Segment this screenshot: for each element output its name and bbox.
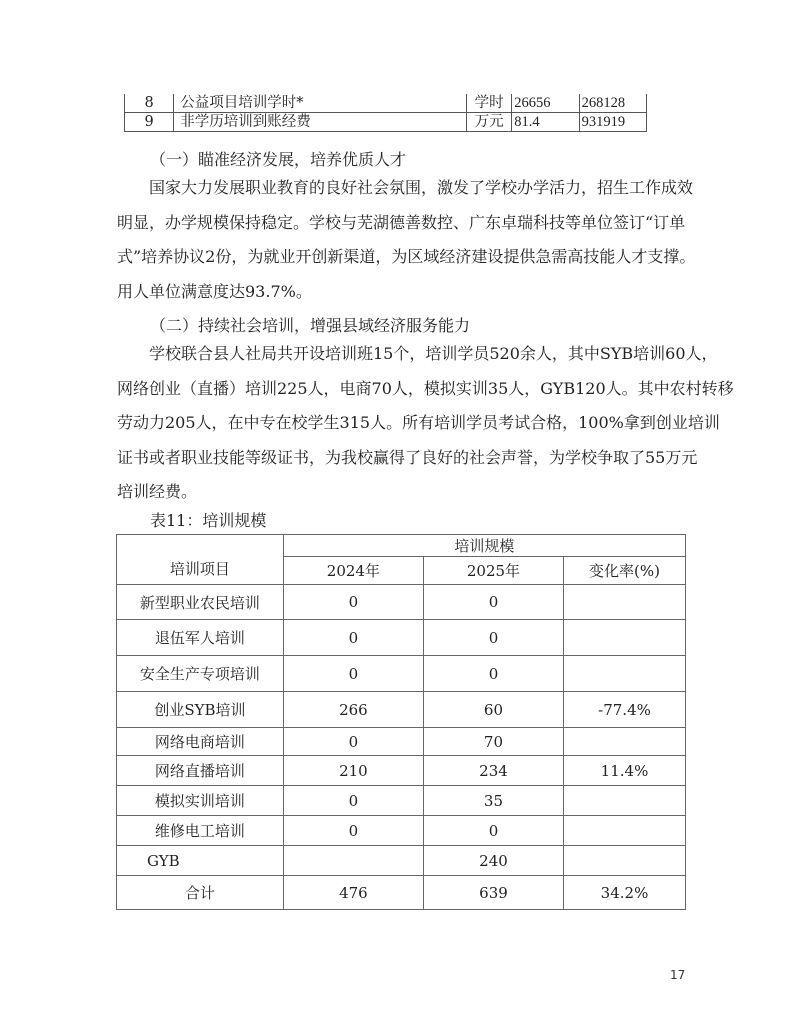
- table-row: [125, 94, 647, 113]
- row-item: 维修电工培训: [117, 816, 284, 846]
- change-rate: [564, 786, 686, 816]
- change-rate: [564, 846, 686, 876]
- value-2024: 210: [283, 756, 423, 786]
- row-unit: 万元: [466, 113, 511, 132]
- value-2025: 639: [423, 876, 563, 910]
- table-row: [117, 728, 686, 756]
- change-rate: 34.2%: [564, 876, 686, 910]
- training-scale-table: [116, 534, 686, 910]
- row-item: 创业SYB培训: [117, 692, 284, 728]
- value-2025: 0: [423, 620, 563, 656]
- header-group: 培训规模: [283, 535, 685, 557]
- row-value-1: 26656: [512, 94, 579, 113]
- row-item: 网络电商培训: [117, 728, 284, 756]
- value-2024: 0: [283, 816, 423, 846]
- row-item: 公益项目培训学时*: [174, 94, 467, 113]
- table-row: [117, 620, 686, 656]
- paragraph-line: 劳动力205人，在中专在校学生315人。所有培训学员考试合格，100%拿到创业培训: [117, 413, 720, 432]
- header-rate: 变化率(%): [564, 557, 686, 585]
- value-2025: 234: [423, 756, 563, 786]
- value-2024: 0: [283, 620, 423, 656]
- row-item: 网络直播培训: [117, 756, 284, 786]
- header-2024: 2024年: [283, 557, 423, 585]
- row-number: 8: [125, 94, 174, 113]
- row-value-1: 81.4: [512, 113, 579, 132]
- row-item: 合计: [117, 876, 284, 910]
- value-2025: 60: [423, 692, 563, 728]
- paragraph-line: 用人单位满意度达93.7%。: [117, 281, 312, 301]
- value-2024: [283, 846, 423, 876]
- row-item: 非学历培训到账经费: [174, 113, 467, 132]
- header-row: [117, 535, 686, 557]
- row-number: 9: [125, 113, 174, 132]
- paragraph-line: 国家大力发展职业教育的良好社会氛围，激发了学校办学活力，招生工作成效: [149, 178, 694, 197]
- table-row: [125, 113, 647, 132]
- section-heading-1: （一）瞄准经济发展，培养优质人才: [150, 150, 407, 169]
- row-item: GYB: [117, 846, 284, 876]
- row-value-2: 268128: [579, 94, 646, 113]
- row-item: 安全生产专项培训: [117, 656, 284, 692]
- value-2025: 0: [423, 656, 563, 692]
- header-item: 培训项目: [117, 535, 284, 585]
- value-2025: 70: [423, 728, 563, 756]
- row-item: 退伍军人培训: [117, 620, 284, 656]
- change-rate: [564, 585, 686, 620]
- change-rate: [564, 816, 686, 846]
- row-item: 模拟实训培训: [117, 786, 284, 816]
- value-2024: 0: [283, 786, 423, 816]
- change-rate: [564, 620, 686, 656]
- value-2024: 0: [283, 728, 423, 756]
- table-row: [117, 692, 686, 728]
- table-row: [117, 846, 686, 876]
- table-row: [117, 786, 686, 816]
- value-2024: 266: [283, 692, 423, 728]
- table-row: [117, 756, 686, 786]
- table-row: [117, 816, 686, 846]
- table-row: [117, 876, 686, 910]
- paragraph-line: 式”培养协议2份，为就业开创新渠道，为区域经济建设提供急需高技能人才支撑。: [117, 247, 696, 266]
- value-2024: 476: [283, 876, 423, 910]
- change-rate: [564, 728, 686, 756]
- row-item: 新型职业农民培训: [117, 585, 284, 620]
- row-unit: 学时: [466, 94, 511, 113]
- paragraph-line: 学校联合县人社局共开设培训班15个，培训学员520余人，其中SYB培训60人，: [149, 344, 718, 363]
- value-2025: 240: [423, 846, 563, 876]
- table-row: [117, 585, 686, 620]
- top-table: [124, 94, 647, 132]
- row-value-2: 931919: [579, 113, 646, 132]
- paragraph-line: 证书或者职业技能等级证书，为我校赢得了良好的社会声誉，为学校争取了55万元: [117, 447, 698, 467]
- value-2025: 0: [423, 585, 563, 620]
- paragraph-line: 网络创业（直播）培训225人，电商70人，模拟实训35人，GYB120人。其中农村转移: [117, 378, 734, 398]
- table-row: [117, 656, 686, 692]
- change-rate: [564, 656, 686, 692]
- value-2024: 0: [283, 585, 423, 620]
- section-1-paragraph: [117, 171, 696, 309]
- change-rate: 11.4%: [564, 756, 686, 786]
- page-number: 17: [670, 968, 686, 982]
- header-2025: 2025年: [423, 557, 563, 585]
- value-2025: 35: [423, 786, 563, 816]
- section-2-paragraph: [117, 337, 734, 510]
- paragraph-line: 培训经费。: [117, 482, 198, 501]
- paragraph-line: 明显，办学规模保持稳定。学校与芜湖德善数控、广东卓瑞科技等单位签订“订单: [117, 212, 686, 232]
- section-heading-2: （二）持续社会培训，增强县域经济服务能力: [150, 316, 471, 335]
- change-rate: -77.4%: [564, 692, 686, 728]
- value-2025: 0: [423, 816, 563, 846]
- value-2024: 0: [283, 656, 423, 692]
- table-caption: 表11：培训规模: [150, 511, 267, 530]
